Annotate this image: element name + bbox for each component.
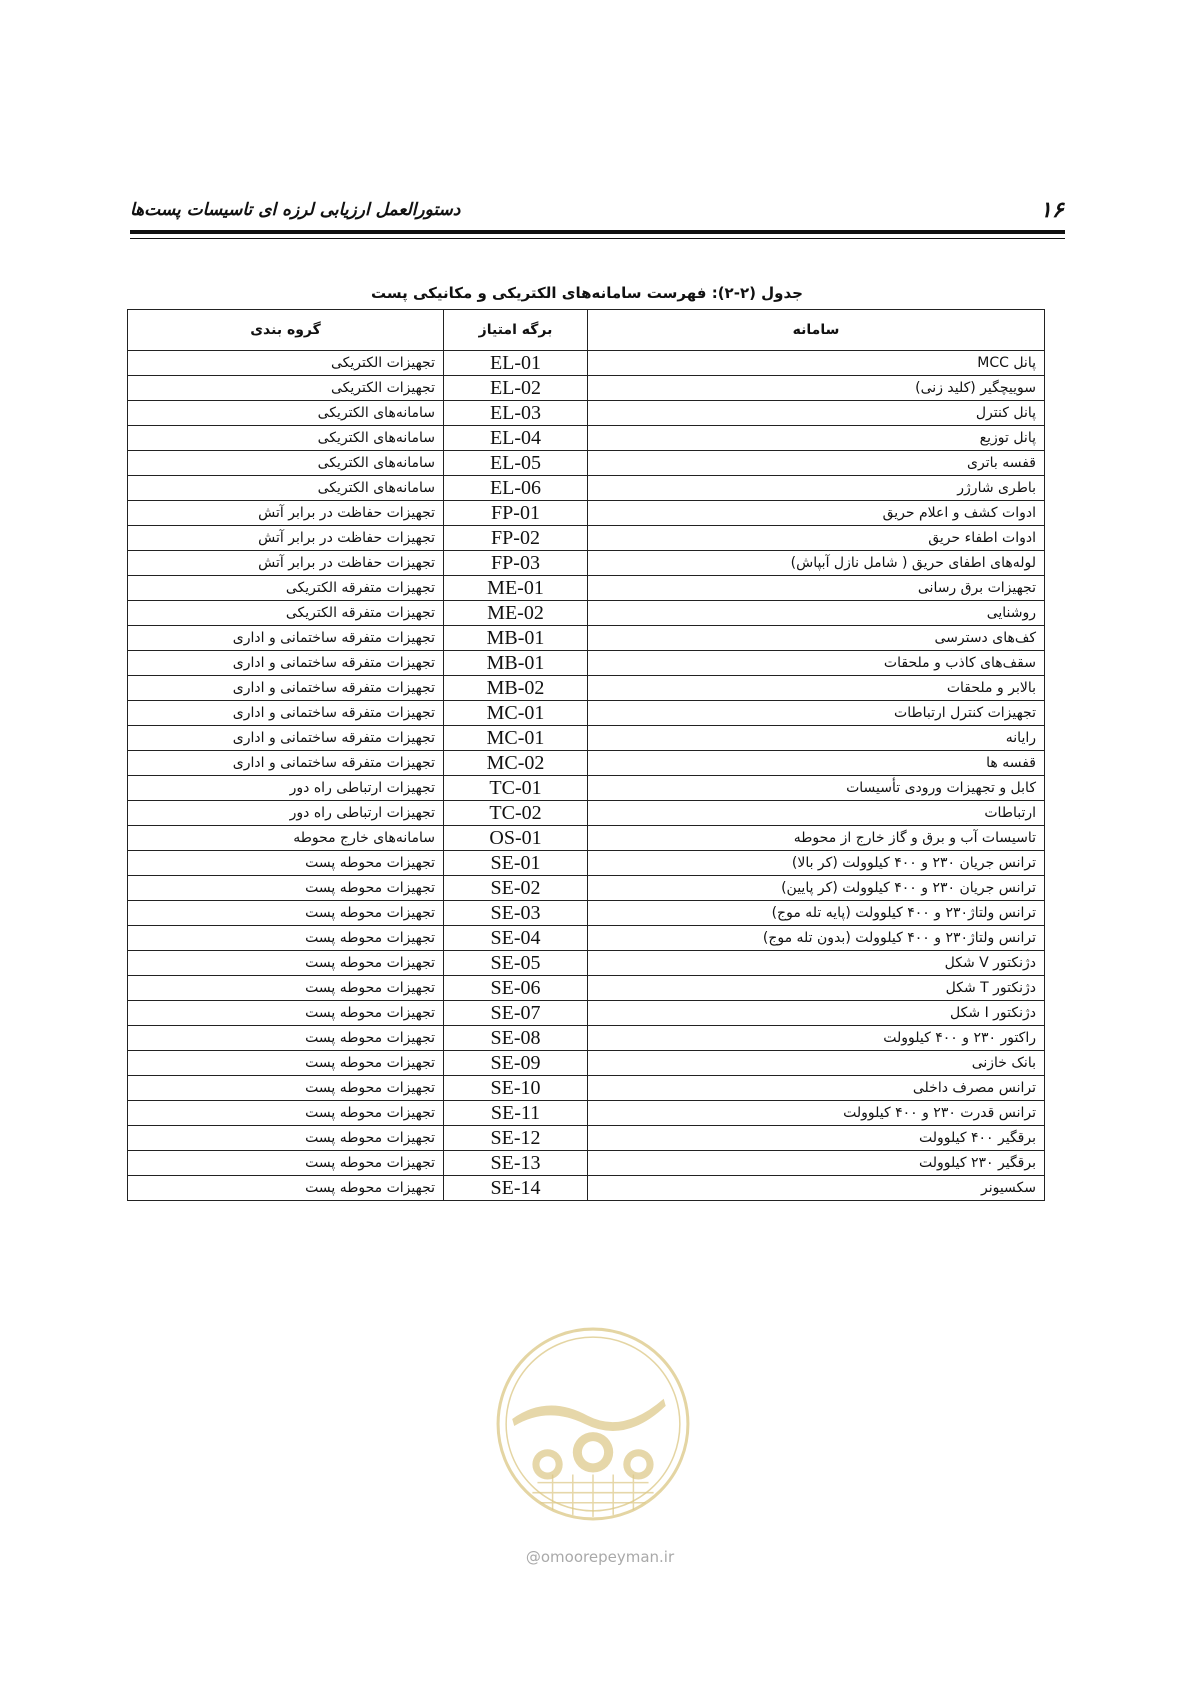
table-row	[128, 451, 1045, 476]
system-cell: بانک خازنی	[588, 1051, 1045, 1076]
system-cell: دژنکتور I شکل	[588, 1001, 1045, 1026]
score-sheet-cell: OS-01	[444, 826, 588, 851]
system-cell: ترانس قدرت ۲۳۰ و ۴۰۰ کیلوولت	[588, 1101, 1045, 1126]
table-row	[128, 526, 1045, 551]
group-cell: سامانه‌های خارج محوطه	[128, 826, 444, 851]
table-row	[128, 926, 1045, 951]
group-cell: تجهیزات حفاظت در برابر آتش	[128, 551, 444, 576]
group-cell: تجهیزات متفرقه ساختمانی و اداری	[128, 676, 444, 701]
system-cell: ترانس جریان ۲۳۰ و ۴۰۰ کیلوولت (کر بالا)	[588, 851, 1045, 876]
table-row	[128, 501, 1045, 526]
system-cell: پانل کنترل	[588, 401, 1045, 426]
group-cell: تجهیزات ارتباطی راه دور	[128, 801, 444, 826]
group-cell: تجهیزات متفرقه ساختمانی و اداری	[128, 651, 444, 676]
table-row	[128, 651, 1045, 676]
group-cell: سامانه‌های الکتریکی	[128, 476, 444, 501]
group-cell: تجهیزات متفرقه ساختمانی و اداری	[128, 726, 444, 751]
table-row	[128, 976, 1045, 1001]
group-cell: تجهیزات حفاظت در برابر آتش	[128, 526, 444, 551]
system-cell: کابل و تجهیزات ورودی تأسیسات	[588, 776, 1045, 801]
score-sheet-cell: SE-06	[444, 976, 588, 1001]
group-cell: تجهیزات محوطه پست	[128, 1026, 444, 1051]
table-row	[128, 1026, 1045, 1051]
group-cell: سامانه‌های الکتریکی	[128, 451, 444, 476]
group-cell: تجهیزات محوطه پست	[128, 901, 444, 926]
system-cell: تاسیسات آب و برق و گاز خارج از محوطه	[588, 826, 1045, 851]
score-sheet-cell: MB-01	[444, 651, 588, 676]
system-cell: رایانه	[588, 726, 1045, 751]
table-row	[128, 751, 1045, 776]
system-cell: ترانس مصرف داخلی	[588, 1076, 1045, 1101]
system-cell: سقف‌های کاذب و ملحقات	[588, 651, 1045, 676]
system-cell: سوییچگیر (کلید زنی)	[588, 376, 1045, 401]
system-cell: تجهیزات کنترل ارتباطات	[588, 701, 1045, 726]
system-cell: قفسه ها	[588, 751, 1045, 776]
system-cell: ارتباطات	[588, 801, 1045, 826]
system-cell: دژنکتور T شکل	[588, 976, 1045, 1001]
group-cell: تجهیزات محوطه پست	[128, 976, 444, 1001]
table-caption: جدول (۲-۲): فهرست سامانه‌های الکتریکی و مکانیکی پست	[370, 284, 803, 302]
system-cell: تجهیزات برق رسانی	[588, 576, 1045, 601]
table-row	[128, 951, 1045, 976]
system-cell: دژنکتور V شکل	[588, 951, 1045, 976]
table-row	[128, 1051, 1045, 1076]
group-cell: تجهیزات محوطه پست	[128, 1151, 444, 1176]
table-row	[128, 1151, 1045, 1176]
system-cell: سکسیونر	[588, 1176, 1045, 1201]
system-cell: ادوات اطفاء حریق	[588, 526, 1045, 551]
table-row	[128, 801, 1045, 826]
system-cell: ترانس جریان ۲۳۰ و ۴۰۰ کیلوولت (کر پایین)	[588, 876, 1045, 901]
score-sheet-cell: MB-02	[444, 676, 588, 701]
score-sheet-cell: SE-12	[444, 1126, 588, 1151]
table-row	[128, 351, 1045, 376]
table-row	[128, 551, 1045, 576]
page-number: ۱۶	[1040, 198, 1064, 223]
group-cell: تجهیزات محوطه پست	[128, 1126, 444, 1151]
table-row	[128, 376, 1045, 401]
header-rule-thin	[130, 238, 1065, 239]
group-cell: تجهیزات متفرقه الکتریکی	[128, 576, 444, 601]
table-row	[128, 776, 1045, 801]
group-cell: تجهیزات محوطه پست	[128, 1051, 444, 1076]
table-row	[128, 676, 1045, 701]
watermark-url: @omoorepeyman.ir	[525, 1548, 675, 1566]
running-header-title: دستورالعمل ارزیابی لرزه ای تاسیسات پست‌ها	[130, 200, 461, 220]
group-cell: تجهیزات متفرقه الکتریکی	[128, 601, 444, 626]
system-cell: ترانس ولتاژ۲۳۰ و ۴۰۰ کیلوولت (بدون تله موج)	[588, 926, 1045, 951]
score-sheet-cell: SE-07	[444, 1001, 588, 1026]
system-cell: بالابر و ملحقات	[588, 676, 1045, 701]
table-row	[128, 901, 1045, 926]
score-sheet-cell: ME-02	[444, 601, 588, 626]
system-cell: برقگیر ۴۰۰ کیلوولت	[588, 1126, 1045, 1151]
group-cell: تجهیزات محوطه پست	[128, 926, 444, 951]
table-header-row	[128, 310, 1045, 351]
group-cell: تجهیزات متفرقه ساختمانی و اداری	[128, 626, 444, 651]
score-sheet-cell: MB-01	[444, 626, 588, 651]
score-sheet-cell: TC-01	[444, 776, 588, 801]
score-sheet-cell: MC-01	[444, 701, 588, 726]
score-sheet-cell: SE-09	[444, 1051, 588, 1076]
header-rule-thick	[130, 230, 1065, 234]
header-score-sheet: برگه امتیاز	[444, 310, 588, 351]
table-row	[128, 1126, 1045, 1151]
system-cell: روشنایی	[588, 601, 1045, 626]
score-sheet-cell: SE-02	[444, 876, 588, 901]
table-row	[128, 726, 1045, 751]
group-cell: تجهیزات محوطه پست	[128, 1176, 444, 1201]
system-cell: قفسه باتری	[588, 451, 1045, 476]
score-sheet-cell: ME-01	[444, 576, 588, 601]
group-cell: تجهیزات محوطه پست	[128, 851, 444, 876]
score-sheet-cell: EL-03	[444, 401, 588, 426]
table-row	[128, 826, 1045, 851]
system-cell: پانل توزیع	[588, 426, 1045, 451]
table-row	[128, 626, 1045, 651]
system-cell: لوله‌های اطفای حریق ( شامل نازل آبپاش)	[588, 551, 1045, 576]
group-cell: تجهیزات الکتریکی	[128, 351, 444, 376]
group-cell: تجهیزات الکتریکی	[128, 376, 444, 401]
system-cell: باطری شارژر	[588, 476, 1045, 501]
score-sheet-cell: TC-02	[444, 801, 588, 826]
score-sheet-cell: SE-10	[444, 1076, 588, 1101]
score-sheet-cell: SE-11	[444, 1101, 588, 1126]
systems-table	[127, 309, 1045, 1201]
system-cell: ترانس ولتاژ۲۳۰ و ۴۰۰ کیلوولت (پایه تله موج)	[588, 901, 1045, 926]
table-row	[128, 476, 1045, 501]
score-sheet-cell: MC-01	[444, 726, 588, 751]
score-sheet-cell: EL-01	[444, 351, 588, 376]
score-sheet-cell: MC-02	[444, 751, 588, 776]
watermark-logo	[492, 1323, 694, 1525]
system-cell: پانل MCC	[588, 351, 1045, 376]
group-cell: سامانه‌های الکتریکی	[128, 426, 444, 451]
table-row	[128, 701, 1045, 726]
table-row	[128, 601, 1045, 626]
score-sheet-cell: FP-02	[444, 526, 588, 551]
group-cell: تجهیزات محوطه پست	[128, 1076, 444, 1101]
score-sheet-cell: FP-03	[444, 551, 588, 576]
table-row	[128, 1176, 1045, 1201]
header-grouping: گروه بندی	[128, 310, 444, 351]
table-row	[128, 876, 1045, 901]
group-cell: تجهیزات متفرقه ساختمانی و اداری	[128, 751, 444, 776]
score-sheet-cell: SE-01	[444, 851, 588, 876]
table-row	[128, 851, 1045, 876]
table-row	[128, 1101, 1045, 1126]
group-cell: تجهیزات محوطه پست	[128, 951, 444, 976]
score-sheet-cell: EL-02	[444, 376, 588, 401]
score-sheet-cell: SE-14	[444, 1176, 588, 1201]
group-cell: تجهیزات محوطه پست	[128, 1001, 444, 1026]
score-sheet-cell: SE-13	[444, 1151, 588, 1176]
group-cell: تجهیزات حفاظت در برابر آتش	[128, 501, 444, 526]
group-cell: تجهیزات محوطه پست	[128, 876, 444, 901]
system-cell: برقگیر ۲۳۰ کیلوولت	[588, 1151, 1045, 1176]
score-sheet-cell: EL-06	[444, 476, 588, 501]
group-cell: سامانه‌های الکتریکی	[128, 401, 444, 426]
group-cell: تجهیزات ارتباطی راه دور	[128, 776, 444, 801]
system-cell: راکتور ۲۳۰ و ۴۰۰ کیلوولت	[588, 1026, 1045, 1051]
score-sheet-cell: FP-01	[444, 501, 588, 526]
group-cell: تجهیزات محوطه پست	[128, 1101, 444, 1126]
table-row	[128, 426, 1045, 451]
table-row	[128, 576, 1045, 601]
system-cell: کف‌های دسترسی	[588, 626, 1045, 651]
score-sheet-cell: SE-05	[444, 951, 588, 976]
header-system: سامانه	[588, 310, 1045, 351]
table-body	[128, 351, 1045, 1201]
score-sheet-cell: SE-04	[444, 926, 588, 951]
score-sheet-cell: SE-03	[444, 901, 588, 926]
score-sheet-cell: EL-05	[444, 451, 588, 476]
score-sheet-cell: EL-04	[444, 426, 588, 451]
table-row	[128, 1001, 1045, 1026]
system-cell: ادوات کشف و اعلام حریق	[588, 501, 1045, 526]
group-cell: تجهیزات متفرقه ساختمانی و اداری	[128, 701, 444, 726]
table-row	[128, 401, 1045, 426]
table-row	[128, 1076, 1045, 1101]
score-sheet-cell: SE-08	[444, 1026, 588, 1051]
